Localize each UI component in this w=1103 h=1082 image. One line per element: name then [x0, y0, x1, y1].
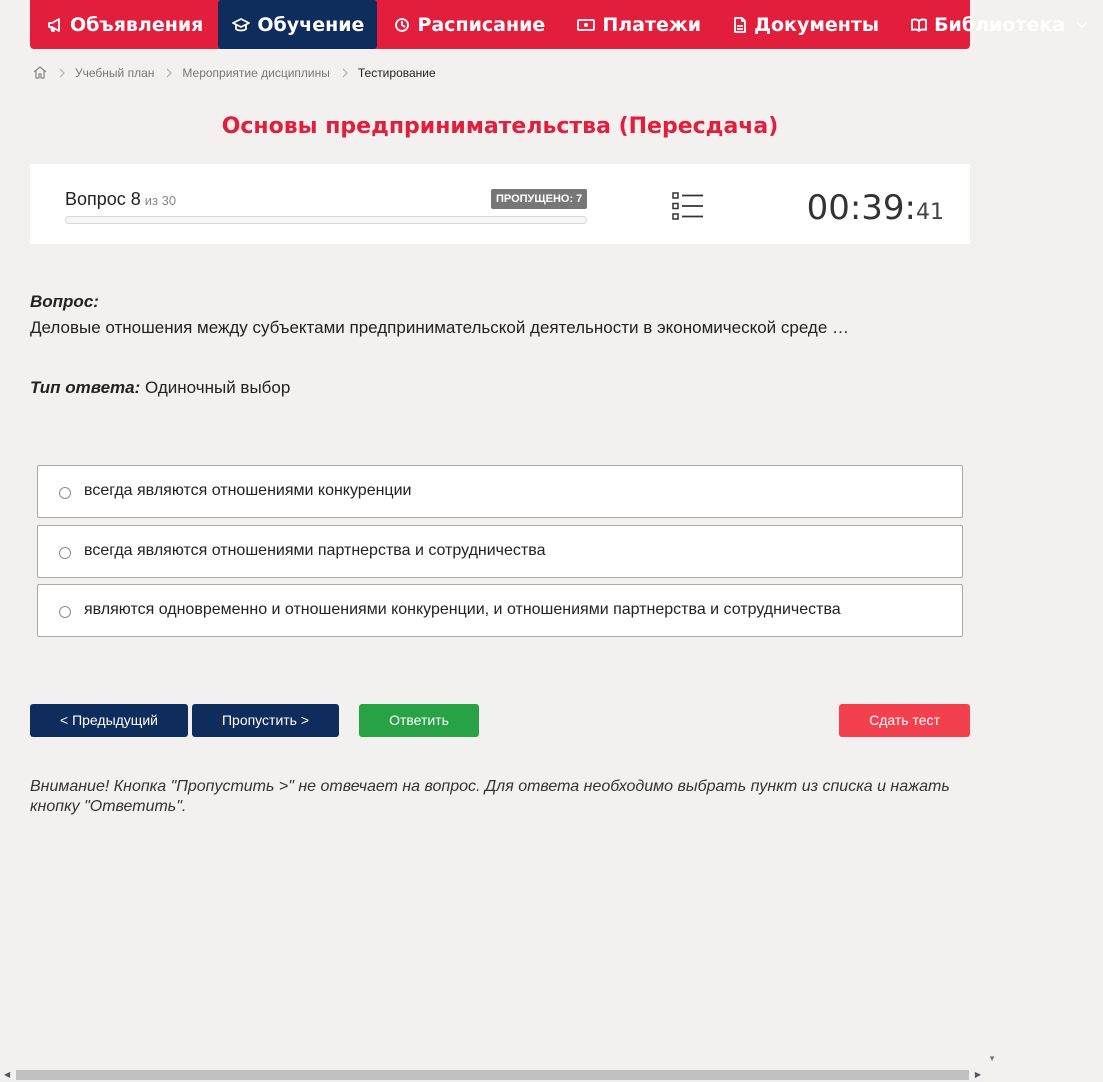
submit-test-button[interactable]: Сдать тест	[839, 704, 970, 737]
answer-option[interactable]	[37, 465, 963, 518]
nav-item-label: Документы	[754, 13, 880, 36]
breadcrumb-link-curriculum[interactable]: Учебный план	[75, 66, 155, 80]
question-label: Вопрос:	[30, 292, 99, 311]
scroll-down-arrow-icon[interactable]: ▼	[988, 1054, 996, 1063]
horizontal-scrollbar[interactable]	[0, 1066, 985, 1082]
question-status-panel	[30, 164, 970, 244]
scroll-right-arrow-icon[interactable]: ▶	[974, 1070, 981, 1079]
nav-item-library[interactable]	[894, 0, 1103, 49]
chevron-right-icon	[59, 68, 65, 78]
radio-button[interactable]	[59, 606, 71, 618]
timer-seconds: 41	[916, 200, 944, 225]
megaphone-icon	[47, 17, 63, 33]
answer-type-value: Одиночный выбор	[145, 378, 291, 397]
nav-item-label: Обучение	[257, 13, 365, 36]
nav-item-schedule[interactable]	[377, 0, 560, 49]
page-title: Основы предпринимательства (Пересдача)	[221, 114, 779, 139]
answer-option[interactable]	[37, 584, 963, 637]
graduation-cap-icon	[232, 17, 250, 33]
timer-main: 00:39:	[806, 188, 916, 228]
nav-item-documents[interactable]	[716, 0, 894, 49]
answer-type	[30, 378, 290, 398]
scrollbar-thumb[interactable]	[16, 1070, 969, 1080]
previous-button[interactable]: < Предыдущий	[30, 704, 188, 737]
clock-icon	[394, 17, 410, 33]
question-number: Вопрос 8	[65, 189, 141, 209]
question-counter	[65, 189, 176, 210]
answer-option-text: всегда являются отношениями партнерства и сотрудничества	[84, 542, 546, 559]
chevron-right-icon	[166, 68, 172, 78]
warning-text: Внимание! Кнопка "Пропустить >" не отвечает на вопрос. Для ответа необходимо выбрать пункт из списка и нажать кнопку "Ответить".	[30, 778, 950, 815]
skipped-badge: ПРОПУЩЕНО: 7	[491, 189, 587, 209]
question-text: Деловые отношения между субъектами предпринимательской деятельности в экономической среде …	[30, 318, 850, 337]
nav-item-payments[interactable]	[560, 0, 716, 49]
question-total: из 30	[144, 193, 177, 208]
breadcrumb	[33, 63, 436, 83]
money-icon	[577, 18, 595, 32]
book-icon	[911, 17, 927, 33]
answer-option-text: всегда являются отношениями конкуренции	[84, 482, 412, 499]
answer-type-label: Тип ответа:	[30, 378, 141, 397]
question-list-icon[interactable]	[672, 192, 704, 225]
countdown-timer	[807, 188, 944, 228]
breadcrumb-current: Тестирование	[357, 66, 436, 80]
answer-option[interactable]	[37, 525, 963, 578]
progress-bar	[65, 216, 587, 224]
scroll-left-arrow-icon[interactable]: ◀	[4, 1070, 11, 1079]
document-icon	[733, 17, 747, 33]
nav-item-label: Платежи	[602, 13, 702, 36]
nav-item-label: Объявления	[70, 13, 204, 36]
nav-item-label: Расписание	[417, 13, 546, 36]
nav-item-label: Библиотека	[934, 13, 1066, 36]
nav-item-education[interactable]	[218, 0, 377, 49]
chevron-down-icon	[1076, 21, 1088, 29]
answer-button[interactable]: Ответить	[359, 704, 479, 737]
radio-button[interactable]	[59, 547, 71, 559]
answer-option-text: являются одновременно и отношениями конкуренции, и отношениями партнерства и сотрудничества	[84, 601, 841, 618]
chevron-right-icon	[342, 68, 348, 78]
breadcrumb-link-discipline-event[interactable]: Мероприятие дисциплины	[182, 66, 330, 80]
nav-item-announcements[interactable]	[30, 0, 218, 49]
home-icon[interactable]	[33, 65, 47, 82]
skip-button[interactable]: Пропустить >	[192, 704, 339, 737]
main-navbar	[30, 0, 1066, 49]
radio-button[interactable]	[59, 487, 71, 499]
